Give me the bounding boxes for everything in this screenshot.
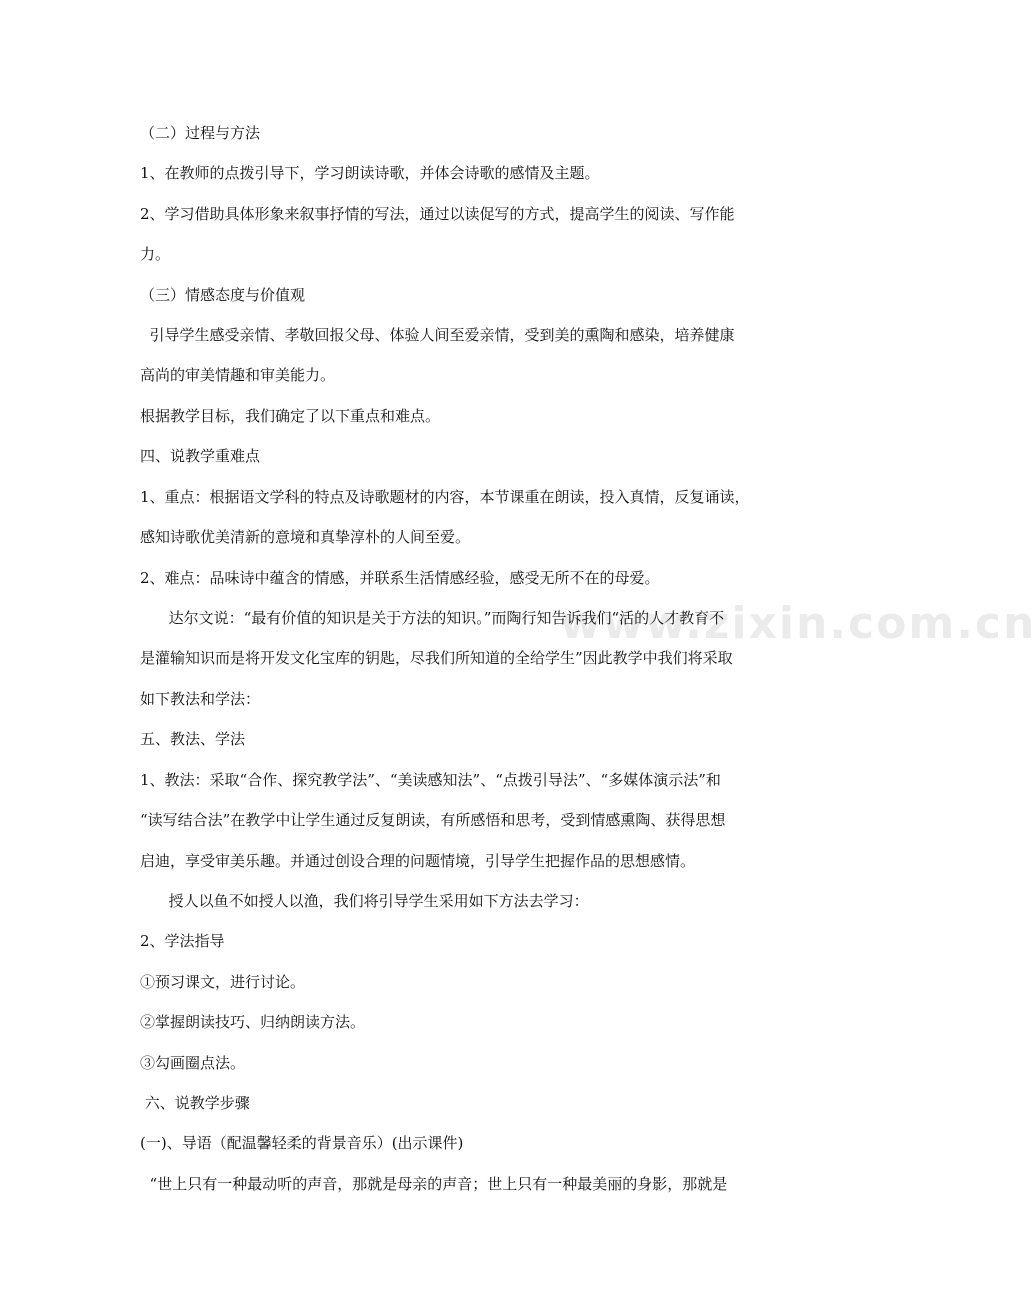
- paragraph-line: “世上只有一种最动听的声音，那就是母亲的声音；世上只有一种最美丽的身影，那就是: [140, 1175, 728, 1193]
- section-heading-steps: 六、说教学步骤: [140, 1094, 250, 1112]
- paragraph-line: 达尔文说：“最有价值的知识是关于方法的知识。”而陶行知告诉我们“活的人才教育不: [140, 609, 725, 627]
- list-item: ③勾画圈点法。: [140, 1054, 246, 1072]
- paragraph-line: 启迪，享受审美乐趣。并通过创设合理的问题情境，引导学生把握作品的思想感情。: [140, 852, 696, 870]
- paragraph-line: 1、重点：根据语文学科的特点及诗歌题材的内容，本节课重在朗读，投入真情，反复诵读，: [140, 488, 750, 506]
- section-heading-methods: 五、教法、学法: [140, 730, 246, 748]
- paragraph-line: 感知诗歌优美清新的意境和真挚淳朴的人间至爱。: [140, 528, 471, 546]
- heading-emotion-values: （三）情感态度与价值观: [140, 286, 306, 304]
- section-heading-key-points: 四、说教学重难点: [140, 447, 261, 465]
- paragraph-line: 2、学习借助具体形象来叙事抒情的写法，通过以读促写的方式，提高学生的阅读、写作能: [140, 205, 735, 223]
- subheading-introduction: (一)、导语（配温馨轻柔的背景音乐）(出示课件): [140, 1134, 464, 1152]
- watermark: www.zixin.com.cn: [560, 598, 1036, 649]
- paragraph-line: 授人以鱼不如授人以渔，我们将引导学生采用如下方法去学习：: [140, 892, 589, 910]
- paragraph-line: 1、在教师的点拨引导下，学习朗读诗歌，并体会诗歌的感情及主题。: [140, 164, 600, 182]
- heading-process-methods: （二）过程与方法: [140, 124, 261, 142]
- paragraph-line: 如下教法和学法：: [140, 690, 261, 708]
- paragraph-line: 高尚的审美情趣和审美能力。: [140, 366, 336, 384]
- paragraph-line: 根据教学目标，我们确定了以下重点和难点。: [140, 407, 441, 425]
- subheading-study-guide: 2、学法指导: [140, 932, 225, 950]
- list-item: ①预习课文，进行讨论。: [140, 973, 306, 991]
- paragraph-line: 力。: [140, 245, 171, 263]
- paragraph-line: 2、难点：品味诗中蕴含的情感，并联系生活情感经验，感受无所不在的母爱。: [140, 569, 660, 587]
- paragraph-line: 1、教法：采取“合作、探究教学法”、“美读感知法”、“点拨引导法”、“多媒体演示法”和: [140, 771, 721, 789]
- list-item: ②掌握朗读技巧、归纳朗读方法。: [140, 1013, 366, 1031]
- paragraph-line: 是灌输知识而是将开发文化宝库的钥匙，尽我们所知道的全给学生”因此教学中我们将采取: [140, 649, 733, 667]
- paragraph-line: 引导学生感受亲情、孝敬回报父母、体验人间至爱亲情，受到美的熏陶和感染，培养健康: [140, 326, 735, 344]
- paragraph-line: “读写结合法”在教学中让学生通过反复朗读，有所感悟和思考，受到情感熏陶、获得思想: [140, 811, 726, 829]
